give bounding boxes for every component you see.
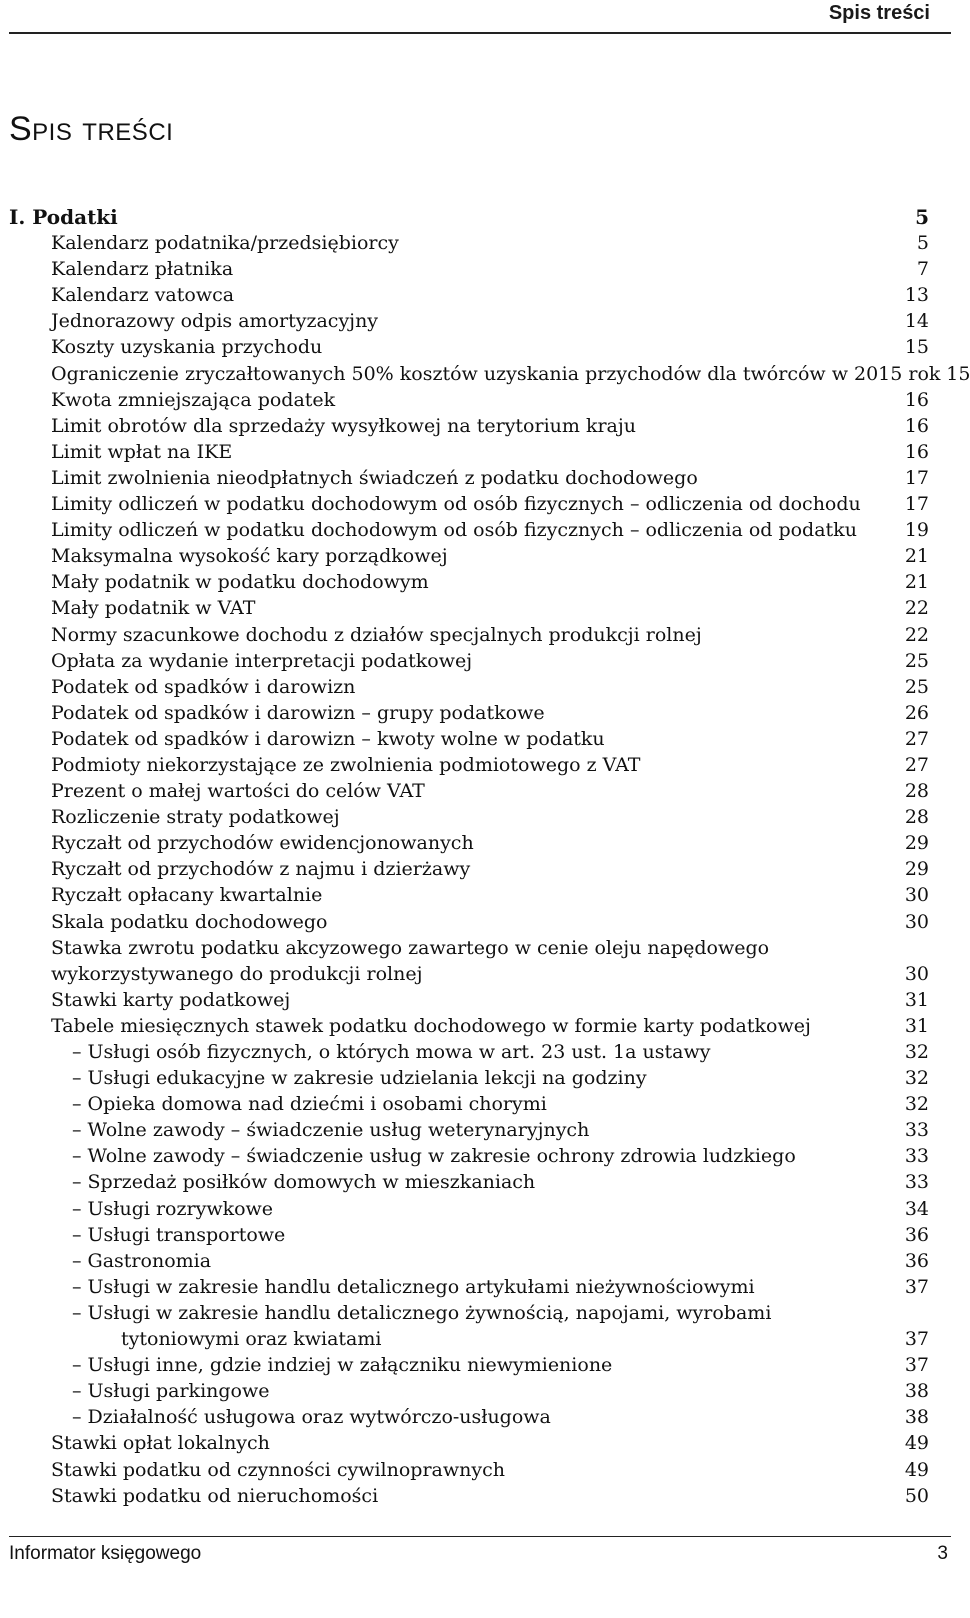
toc-entry-page-number: 37 [904,1354,929,1377]
toc-entry-label: Stawki karty podatkowej [51,988,291,1011]
toc-entry[interactable] [9,726,929,752]
toc-entry-page-number: 27 [904,753,929,776]
toc-entry-page-number: 17 [904,466,929,489]
toc-entry-page-number: 25 [904,675,929,698]
toc-entry-label: Kalendarz vatowca [51,284,235,307]
page-title: Spis treści [9,110,174,148]
toc-entry-page-number: 21 [904,545,929,568]
toc-entry[interactable] [9,439,929,465]
footer-publication-title: Informator księgowego [9,1543,202,1564]
toc-entry-page-number: 22 [904,597,929,620]
toc-entry-page-number: 38 [904,1406,929,1429]
toc-entry-label: Stawki podatku od czynności cywilnoprawnych [51,1458,505,1481]
toc-entry[interactable] [9,308,929,334]
toc-entry-label: Stawka zwrotu podatku akcyzowego zawartego w cenie oleju napędowego [51,936,770,959]
toc-entry[interactable] [9,282,929,308]
toc-entry-label: – Usługi osób fizycznych, o których mowa w art. 23 ust. 1a ustawy [72,1041,711,1063]
toc-entry-label: Tabele miesięcznych stawek podatku dochodowego w formie karty podatkowej [51,1014,811,1037]
toc-entry-label: wykorzystywanego do produkcji rolnej [51,962,423,985]
toc-entry-label: – Wolne zawody – świadczenie usług w zakresie ochrony zdrowia ludzkiego [72,1145,796,1168]
toc-entry[interactable] [9,935,929,961]
toc-entry-label: Skala podatku dochodowego [51,910,328,933]
toc-entry-page-number: 36 [904,1223,929,1246]
toc-entry[interactable] [9,830,929,856]
toc-entry-label: Mały podatnik w podatku dochodowym [51,571,429,594]
toc-entry[interactable] [9,909,929,935]
toc-entry-page-number: 5 [915,205,929,229]
toc-entry[interactable] [9,1430,929,1456]
toc-entry-label: Podatek od spadków i darowizn – kwoty wolne w podatku [51,727,605,750]
toc-entry-page-number: 15 [946,362,970,385]
toc-entry-page-number: 34 [904,1197,929,1220]
toc-entry[interactable] [9,387,929,413]
toc-entry[interactable] [9,595,929,621]
toc-entry-label: I. Podatki [9,205,118,229]
toc-entry-label: – Usługi rozrywkowe [72,1197,274,1220]
toc-entry-page-number: 38 [904,1380,929,1403]
toc-entry[interactable] [9,256,929,282]
toc-entry-page-number: 16 [904,414,929,437]
toc-entry[interactable] [9,1326,929,1352]
toc-entry-label: Jednorazowy odpis amortyzacyjny [51,310,379,333]
header-rule [9,32,951,34]
toc-entry-page-number: 25 [904,649,929,672]
toc-entry[interactable] [9,1065,929,1091]
toc-entry[interactable] [9,1222,929,1248]
toc-entry-label: Mały podatnik w VAT [51,597,256,620]
toc-entry[interactable] [9,491,929,517]
toc-entry-label: Limity odliczeń w podatku dochodowym od osób fizycznych – odliczenia od dochodu [51,493,861,516]
toc-entry-label: Stawki podatku od nieruchomości [51,1484,379,1507]
toc-entry[interactable] [9,1248,929,1274]
toc-entry-label: Limity odliczeń w podatku dochodowym od osób fizycznych – odliczenia od podatku [51,519,857,542]
toc-entry[interactable] [9,413,929,439]
toc-entry-label: – Usługi transportowe [72,1223,286,1246]
toc-entry-label: Podmioty niekorzystające ze zwolnienia podmiotowego z VAT [51,753,641,776]
table-of-contents [9,204,970,1509]
toc-entry-page-number: 21 [904,571,929,594]
toc-entry[interactable] [9,804,929,830]
toc-entry[interactable] [9,569,929,595]
toc-entry[interactable] [9,1274,929,1300]
toc-entry[interactable] [9,517,929,543]
toc-entry-page-number: 28 [904,780,929,803]
toc-entry-page-number: 33 [904,1119,929,1142]
footer-page-number: 3 [937,1543,948,1564]
toc-entry-page-number: 32 [904,1041,929,1063]
toc-entry-page-number: 37 [904,1328,929,1351]
toc-entry-label: Ograniczenie zryczałtowanych 50% kosztów uzyskania przychodów dla twórców w 2015 rok [51,362,941,385]
toc-entry[interactable] [9,334,929,360]
toc-entry[interactable] [9,1196,929,1222]
toc-entry[interactable] [9,1483,929,1509]
toc-entry-page-number: 50 [904,1484,929,1507]
toc-entry[interactable] [9,1404,929,1430]
toc-entry-page-number: 36 [904,1249,929,1272]
toc-entry[interactable] [9,465,929,491]
toc-entry-page-number: 19 [904,519,929,542]
toc-entry-label: Ryczałt od przychodów ewidencjonowanych [51,832,474,855]
toc-entry-label: – Usługi edukacyjne w zakresie udzielania lekcji na godziny [72,1067,647,1090]
toc-entry[interactable] [9,1169,929,1195]
toc-entry-page-number: 49 [904,1432,929,1455]
toc-entry-label: – Gastronomia [72,1249,212,1272]
toc-entry[interactable] [9,1013,929,1039]
toc-entry-label: Podatek od spadków i darowizn – grupy podatkowe [51,701,545,724]
toc-entry[interactable] [9,987,929,1013]
toc-entry[interactable] [9,230,929,256]
toc-entry[interactable] [9,1039,929,1065]
toc-entry-page-number: 5 [916,232,929,255]
toc-entry-label: Kalendarz podatnika/przedsiębiorcy [51,232,399,255]
toc-entry-page-number: 31 [904,988,929,1011]
toc-entry-page-number: 22 [904,623,929,646]
toc-entry[interactable] [9,1378,929,1404]
toc-chapter-entry[interactable] [9,204,929,230]
toc-entry-page-number: 13 [904,284,929,307]
toc-entry-page-number: 16 [904,440,929,463]
toc-entry-page-number: 17 [904,493,929,516]
toc-entry[interactable] [9,648,929,674]
toc-entry[interactable] [9,361,970,387]
toc-entry[interactable] [9,622,929,648]
toc-entry-label: – Opieka domowa nad dziećmi i osobami chorymi [72,1093,547,1116]
toc-entry-label: – Sprzedaż posiłków domowych w mieszkaniach [72,1171,536,1194]
toc-entry-page-number: 26 [904,701,929,724]
toc-entry-page-number: 31 [904,1014,929,1037]
toc-entry-page-number: 14 [904,310,929,333]
toc-entry-label: Normy szacunkowe dochodu z działów specjalnych produkcji rolnej [51,623,702,646]
toc-entry-label: Ryczałt od przychodów z najmu i dzierżawy [51,858,471,881]
toc-entry[interactable] [9,700,929,726]
toc-entry-label: – Wolne zawody – świadczenie usług weterynaryjnych [72,1119,590,1142]
toc-entry-page-number: 37 [904,1275,929,1298]
toc-entry-label: – Działalność usługowa oraz wytwórczo-usługowa [72,1406,551,1429]
toc-entry-page-number: 32 [904,1093,929,1116]
toc-entry-page-number: 15 [904,336,929,359]
toc-entry-label: Limit obrotów dla sprzedaży wysyłkowej na terytorium kraju [51,414,637,437]
toc-entry-label: – Usługi w zakresie handlu detalicznego artykułami nieżywnościowymi [72,1275,755,1298]
toc-entry-label: Prezent o małej wartości do celów VAT [51,780,425,803]
toc-entry-page-number: 28 [904,806,929,829]
toc-entry[interactable] [9,778,929,804]
toc-entry-label: Kwota zmniejszająca podatek [51,388,336,411]
toc-entry-label: Limit wpłat na IKE [51,440,233,463]
toc-entry-page-number: 33 [904,1145,929,1168]
toc-entry-label: Ryczałt opłacany kwartalnie [51,884,323,907]
toc-entry-label: Kalendarz płatnika [51,258,234,281]
running-header-title: Spis treści [828,2,930,24]
toc-entry-page-number: 16 [904,388,929,411]
toc-entry-label: – Usługi w zakresie handlu detalicznego żywnością, napojami, wyrobami [72,1301,772,1324]
toc-entry-label: Limit zwolnienia nieodpłatnych świadczeń z podatku dochodowego [51,466,698,489]
toc-entry-page-number: 27 [904,727,929,750]
footer-rule [9,1536,951,1537]
toc-entry-page-number: 30 [904,884,929,907]
toc-entry-page-number: 33 [904,1171,929,1194]
toc-entry[interactable] [9,543,929,569]
toc-entry[interactable] [9,674,929,700]
toc-entry-label: Koszty uzyskania przychodu [51,336,323,359]
toc-entry-page-number: 32 [904,1067,929,1090]
toc-entry[interactable] [9,752,929,778]
toc-entry-page-number: 7 [916,258,929,281]
toc-entry-label: Opłata za wydanie interpretacji podatkowej [51,649,473,672]
toc-entry-page-number: 29 [904,832,929,855]
toc-entry[interactable] [9,1352,929,1378]
toc-entry-page-number: 29 [904,858,929,881]
toc-entry[interactable] [9,1117,929,1143]
toc-entry[interactable] [9,961,929,987]
toc-entry-label: Rozliczenie straty podatkowej [51,806,340,829]
toc-entry-page-number: 30 [904,910,929,933]
toc-entry-label: tytoniowymi oraz kwiatami [121,1328,382,1351]
toc-entry[interactable] [9,856,929,882]
toc-entry-label: – Usługi inne, gdzie indziej w załączniku niewymienione [72,1354,613,1377]
toc-entry-label: – Usługi parkingowe [72,1380,270,1403]
toc-entry[interactable] [9,1457,929,1483]
toc-entry[interactable] [9,1300,929,1326]
toc-entry-label: Podatek od spadków i darowizn [51,675,356,698]
toc-entry-page-number: 30 [904,962,929,985]
toc-entry[interactable] [9,1143,929,1169]
toc-entry-label: Maksymalna wysokość kary porządkowej [51,545,448,568]
toc-entry-label: Stawki opłat lokalnych [51,1432,270,1455]
toc-entry[interactable] [9,882,929,908]
toc-entry[interactable] [9,1091,929,1117]
toc-entry-page-number: 49 [904,1458,929,1481]
